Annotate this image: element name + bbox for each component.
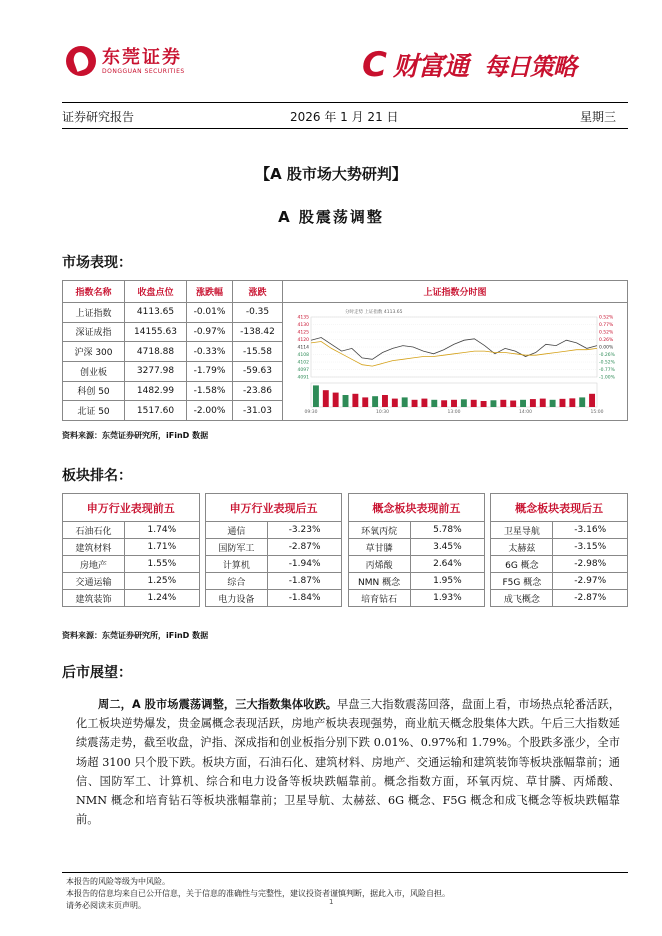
sector-change: 1.24% [125,590,200,607]
cell-close: 4718.88 [125,342,187,362]
sector-name: F5G 概念 [491,573,553,590]
chart-y-tick: 4130 [297,323,309,328]
cell-change: -15.58 [233,342,283,362]
header-bottom-rule [62,128,628,129]
sector-source: 资料来源：东莞证券研究所，iFinD 数据 [62,631,209,640]
table-row [63,573,628,590]
sector-change: -2.97% [553,573,628,590]
sector-change: 1.25% [125,573,200,590]
cell-close: 3277.98 [125,361,187,381]
outlook-body: 早盘三大指数震荡回落，盘面上看，市场热点轮番活跃，化工板块逆势爆发，贵金属概念表现活跃，房地产板块表现强势，商业航天概念股集体大跌。午后三大指数延续震荡走势，截至收盘，沪指、深成指和创业板指分别下跌 0.01%、0.97%和 1.79%。个股跌多涨少，全市场超 3100 只个股下跌。板块方面，石油石化、建筑材料、房地产、交通运输和建筑装饰等板块涨幅靠前；通信、国防军工、计算机、综合和电力设备等板块跌幅靠前。概念指数方面，环氧丙烷、草甘膦、丙烯酸、NMN 概念和培育钻石等板块涨幅靠前；卫星导航、太赫兹、6G 概念、F5G 概念和成飞概念等板块跌幅靠前。 [76,698,620,827]
cell-name: 沪深 300 [63,342,125,362]
outlook-lead: 周二，A 股市场震荡调整，三大指数集体收跌。 [98,698,338,711]
chart-volume-bar [560,399,566,407]
sector-name: 建筑装饰 [63,590,125,607]
chart-y-tick: 4091 [297,375,309,381]
sector-name: NMN 概念 [348,573,410,590]
sector-change: 1.95% [410,573,485,590]
sector-change: -3.23% [267,522,342,539]
chart-volume-bar [520,400,526,407]
cell-change: -23.86 [233,381,283,401]
logo-mark-icon [66,46,96,76]
header-sw-bottom5: 申万行业表现后五 [205,494,342,522]
cell-pct: -2.00% [187,401,233,421]
cell-pct: -0.33% [187,342,233,362]
chart-x-tick: 14:00 [519,410,532,415]
chart-volume-bar [579,397,585,407]
chart-volume-bar [500,400,506,407]
sector-change: 3.45% [410,539,485,556]
sector-name: 丙烯酸 [348,556,410,573]
sector-change: -2.87% [553,590,628,607]
chart-y-tick: 4108 [297,353,309,358]
chart-volume-bar [569,398,575,407]
report-weekday: 星期三 [580,110,617,124]
chart-x-tick: 10:30 [376,410,389,415]
chart-volume-bar [441,400,447,407]
header-top-rule [62,102,628,103]
chart-y-tick-right: -0.26% [599,353,615,358]
cell-change: -31.03 [233,401,283,421]
chart-volume-bar [490,400,496,407]
footer-rule [62,872,628,873]
chart-y-tick-right: 0.52% [599,315,614,321]
sector-change: 1.55% [125,556,200,573]
table-row [63,556,628,573]
caifutong-mark-icon: C [362,44,387,85]
report-type: 证券研究报告 [62,110,135,124]
sector-name: 草甘膦 [348,539,410,556]
header-concept-top5: 概念板块表现前五 [348,494,485,522]
chart-volume-bar [540,399,546,407]
sector-change: -2.87% [267,539,342,556]
sse-intraday-chart [285,303,625,417]
sector-name: 计算机 [205,556,267,573]
cell-close: 14155.63 [125,322,187,342]
sector-change: -3.15% [553,539,628,556]
market-section-title: 市场表现： [62,255,132,271]
chart-volume-bar [372,396,378,407]
cell-name: 上证指数 [63,303,125,323]
sector-name: 太赫兹 [491,539,553,556]
table-row [63,522,628,539]
logo-name-cn: 东莞证券 [102,46,182,68]
sector-change: 5.78% [410,522,485,539]
caifutong-logo [362,46,576,83]
chart-y-tick: 4114 [297,345,309,351]
chart-x-tick: 09:30 [304,410,318,415]
sector-table [62,493,628,607]
chart-y-tick: 4120 [297,338,309,343]
chart-volume-bar [481,401,487,407]
cell-name: 深证成指 [63,322,125,342]
cell-close: 4113.65 [125,303,187,323]
chart-legend: 分时走势 上证指数 4113.65 [345,310,403,315]
col-change: 涨跌 [233,281,283,303]
chart-cell [283,303,628,421]
chart-y-tick: 4125 [297,330,309,336]
sector-section-title: 板块排名： [62,468,132,484]
sector-name: 6G 概念 [491,556,553,573]
chart-y-tick: 4097 [297,368,309,373]
footer [66,876,450,912]
sector-name: 电力设备 [205,590,267,607]
cell-change: -0.35 [233,303,283,323]
sector-name: 交通运输 [63,573,125,590]
cell-close: 1482.99 [125,381,187,401]
page-number: 1 [329,898,334,906]
chart-volume-bar [352,394,358,407]
outlook-paragraph [76,695,620,829]
col-close: 收盘点位 [125,281,187,303]
sector-name: 通信 [205,522,267,539]
sector-change: 2.64% [410,556,485,573]
market-source: 资料来源：东莞证券研究所，iFinD 数据 [62,431,209,440]
chart-x-tick: 15:00 [590,410,604,415]
sector-name: 石油石化 [63,522,125,539]
cell-name: 创业板 [63,361,125,381]
chart-y-tick-right: -0.77% [599,368,615,373]
chart-volume-bar [333,393,339,407]
chart-volume-bar [392,399,398,407]
header-sw-top5: 申万行业表现前五 [63,494,200,522]
chart-y-tick: 4135 [297,315,309,321]
market-table-header [63,281,628,303]
risk-level: 本报告的风险等级为中风险。 [66,877,170,886]
chart-volume-bar [530,399,536,407]
logo-name-en: DONGGUAN SECURITIES [102,67,185,75]
chart-volume-bar [421,399,427,407]
sector-name: 综合 [205,573,267,590]
chart-x-tick: 13:00 [447,410,461,415]
sector-change: 1.93% [410,590,485,607]
cell-change: -138.42 [233,322,283,342]
disclaimer: 本报告的信息均来自已公开信息，关于信息的准确性与完整性，建议投资者谨慎判断，据此入市，风险自担。 [66,889,450,898]
sector-change: -1.94% [267,556,342,573]
col-index-name: 指数名称 [63,281,125,303]
table-row [63,590,628,607]
chart-volume-bar [510,401,516,407]
sector-name: 培育钻石 [348,590,410,607]
table-row [63,303,628,323]
outlook-section-title: 后市展望： [62,665,132,681]
cell-name: 科创 50 [63,381,125,401]
cell-change: -59.63 [233,361,283,381]
chart-volume-bar [550,400,556,407]
page-title: 【A 股市场大势研判】 [255,165,407,183]
chart-y-tick-right: -0.52% [599,360,615,366]
daily-strategy-label: 每日策略 [483,53,576,81]
chart-volume-bar [461,399,467,407]
sector-name: 国防军工 [205,539,267,556]
chart-volume-bar [412,400,418,407]
cell-close: 1517.60 [125,401,187,421]
sector-change: -3.16% [553,522,628,539]
chart-volume-bar [431,400,437,407]
report-date: 2026 年 1 月 21 日 [290,110,399,124]
chart-volume-bar [313,385,319,407]
cell-pct: -0.97% [187,322,233,342]
chart-y-tick-right: 0.77% [599,323,614,328]
dongguan-securities-logo [66,46,185,76]
caifutong-brand: 财富通 [392,52,468,82]
read-statement: 请务必阅读末页声明。 [66,901,146,910]
chart-y-tick-right: 0.00% [599,345,614,351]
chart-volume-bar [589,394,595,407]
chart-y-tick-right: 0.52% [599,330,614,336]
sector-table-header [63,494,628,522]
cell-pct: -1.58% [187,381,233,401]
chart-volume-bar [402,397,408,407]
col-chart-title: 上证指数分时图 [283,281,628,303]
sector-change: -1.87% [267,573,342,590]
cell-name: 北证 50 [63,401,125,421]
sector-change: 1.71% [125,539,200,556]
chart-y-tick-right: 0.26% [599,338,614,343]
table-row [63,539,628,556]
sector-change: -1.84% [267,590,342,607]
chart-volume-bar [343,395,349,407]
header-concept-bottom5: 概念板块表现后五 [491,494,628,522]
chart-volume-bar [323,390,329,407]
sector-name: 成飞概念 [491,590,553,607]
cell-pct: -0.01% [187,303,233,323]
cell-pct: -1.79% [187,361,233,381]
chart-volume-bar [382,395,388,407]
page-subtitle: A 股震荡调整 [278,208,384,226]
sector-name: 卫星导航 [491,522,553,539]
chart-volume-bar [451,400,457,407]
chart-volume-bar [471,400,477,407]
chart-y-tick: 4102 [297,360,309,366]
chart-y-tick-right: -1.00% [599,375,615,381]
market-table [62,280,628,421]
sector-change: 1.74% [125,522,200,539]
col-pct: 涨跌幅 [187,281,233,303]
sector-name: 房地产 [63,556,125,573]
sector-name: 建筑材料 [63,539,125,556]
chart-volume-bar [362,397,368,407]
sector-name: 环氧丙烷 [348,522,410,539]
sector-change: -2.98% [553,556,628,573]
